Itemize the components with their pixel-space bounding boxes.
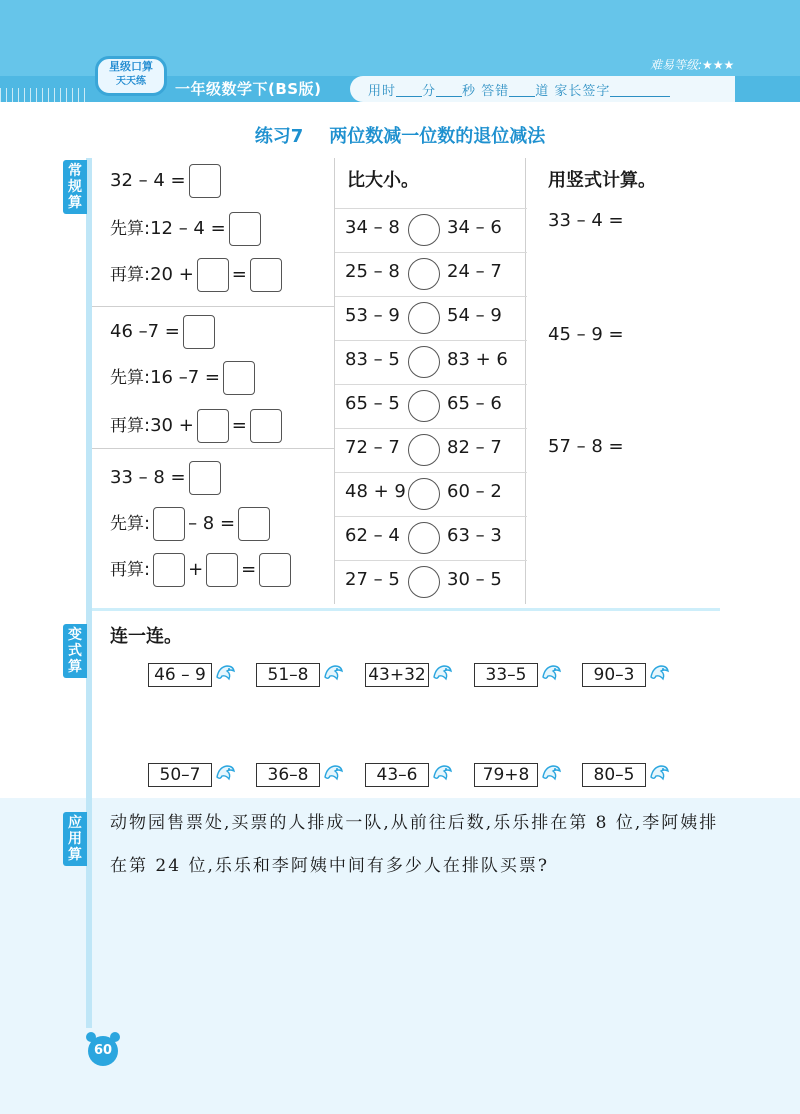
grade-label: 一年级数学下(BS版) bbox=[175, 80, 322, 98]
exercise-topic: 两位数减一位数的退位减法 bbox=[329, 126, 546, 147]
vertical-calc-heading: 用竖式计算。 bbox=[548, 170, 656, 191]
dolphin-icon bbox=[214, 662, 236, 688]
connect-card-top[interactable]: 90–3 bbox=[582, 662, 670, 686]
connect-card-top[interactable]: 33–5 bbox=[474, 662, 562, 686]
compare-row: 62 – 4 63 – 3 bbox=[335, 516, 527, 560]
compare-row: 83 – 5 83 + 6 bbox=[335, 340, 527, 384]
answer-box[interactable] bbox=[153, 507, 185, 541]
answer-box[interactable] bbox=[183, 315, 215, 349]
dolphin-icon bbox=[214, 762, 236, 788]
comparison-circle[interactable] bbox=[408, 302, 440, 334]
answer-box[interactable] bbox=[223, 361, 255, 395]
connect-card-bottom[interactable]: 50–7 bbox=[148, 762, 236, 786]
comparison-circle[interactable] bbox=[408, 390, 440, 422]
dolphin-icon bbox=[322, 662, 344, 688]
answer-box[interactable] bbox=[238, 507, 270, 541]
comparison-circle[interactable] bbox=[408, 478, 440, 510]
connect-card-top[interactable]: 43+32 bbox=[365, 662, 453, 686]
answer-box[interactable] bbox=[229, 212, 261, 246]
answer-box[interactable] bbox=[189, 461, 221, 495]
answer-box[interactable] bbox=[153, 553, 185, 587]
comparison-circle[interactable] bbox=[408, 434, 440, 466]
vertical-calc-item: 57 – 8 = bbox=[548, 436, 624, 457]
answer-box[interactable] bbox=[250, 258, 282, 292]
compare-row: 27 – 5 30 – 5 bbox=[335, 560, 527, 604]
page-header bbox=[0, 0, 800, 108]
section-label-applied: 应 用 算 bbox=[63, 812, 87, 866]
page-number: 60 bbox=[88, 1036, 118, 1066]
compare-row: 65 – 5 65 – 6 bbox=[335, 384, 527, 428]
comparison-circle[interactable] bbox=[408, 522, 440, 554]
answer-box[interactable] bbox=[206, 553, 238, 587]
section-variant bbox=[92, 608, 720, 798]
series-logo: 星级口算 天天练 bbox=[95, 56, 167, 96]
section-label-regular: 常 规 算 bbox=[63, 160, 87, 214]
dolphin-icon bbox=[431, 762, 453, 788]
comparison-circle[interactable] bbox=[408, 566, 440, 598]
connect-card-top[interactable]: 46 – 9 bbox=[148, 662, 236, 686]
compare-heading: 比大小。 bbox=[347, 170, 419, 191]
dolphin-icon bbox=[322, 762, 344, 788]
page-title bbox=[0, 122, 800, 148]
compare-row: 34 – 8 34 – 6 bbox=[335, 208, 527, 252]
compare-row: 72 – 7 82 – 7 bbox=[335, 428, 527, 472]
stepwise-column bbox=[92, 158, 334, 604]
compare-row: 48 + 9 60 – 2 bbox=[335, 472, 527, 516]
comparison-circle[interactable] bbox=[408, 346, 440, 378]
answer-box[interactable] bbox=[197, 258, 229, 292]
stepwise-group: 33 – 8 = 先算: – 8 = 再算: + = bbox=[92, 448, 334, 596]
vertical-calc-item: 45 – 9 = bbox=[548, 324, 624, 345]
exercise-number: 练习7 bbox=[254, 126, 304, 147]
connect-card-top[interactable]: 51–8 bbox=[256, 662, 344, 686]
answer-box[interactable] bbox=[189, 164, 221, 198]
dolphin-icon bbox=[648, 662, 670, 688]
comparison-circle[interactable] bbox=[408, 258, 440, 290]
dolphin-icon bbox=[648, 762, 670, 788]
vertical-calc-column bbox=[526, 158, 720, 604]
dolphin-icon bbox=[540, 762, 562, 788]
connect-card-bottom[interactable]: 79+8 bbox=[474, 762, 562, 786]
record-fields: 用时 分 秒 答错 道 家长签字 bbox=[368, 80, 670, 99]
stepwise-group: 46 –7 = 先算:16 –7 = 再算:30 + = bbox=[92, 306, 334, 454]
stepwise-group: 32 – 4 = 先算:12 – 4 = 再算:20 + = bbox=[92, 158, 334, 306]
compare-row: 25 – 8 24 – 7 bbox=[335, 252, 527, 296]
dolphin-icon bbox=[540, 662, 562, 688]
answer-box[interactable] bbox=[197, 409, 229, 443]
connect-heading: 连一连。 bbox=[110, 626, 182, 647]
section-label-variant: 变 式 算 bbox=[63, 624, 87, 678]
dolphin-icon bbox=[431, 662, 453, 688]
section-regular bbox=[92, 158, 720, 608]
comparison-circle[interactable] bbox=[408, 214, 440, 246]
compare-column bbox=[334, 158, 526, 604]
compare-row: 53 – 9 54 – 9 bbox=[335, 296, 527, 340]
difficulty-rating: 难易等级:★★★ bbox=[650, 58, 735, 72]
word-problem: 动物园售票处,买票的人排成一队,从前往后数,乐乐排在第 8 位,李阿姨排在第 24 位,乐乐和李阿姨中间有多少人在排队买票? bbox=[110, 813, 719, 876]
answer-box[interactable] bbox=[250, 409, 282, 443]
vertical-calc-item: 33 – 4 = bbox=[548, 210, 624, 231]
connect-card-bottom[interactable]: 43–6 bbox=[365, 762, 453, 786]
ruler-decoration bbox=[0, 88, 90, 102]
connect-card-bottom[interactable]: 80–5 bbox=[582, 762, 670, 786]
answer-box[interactable] bbox=[259, 553, 291, 587]
connect-card-bottom[interactable]: 36–8 bbox=[256, 762, 344, 786]
